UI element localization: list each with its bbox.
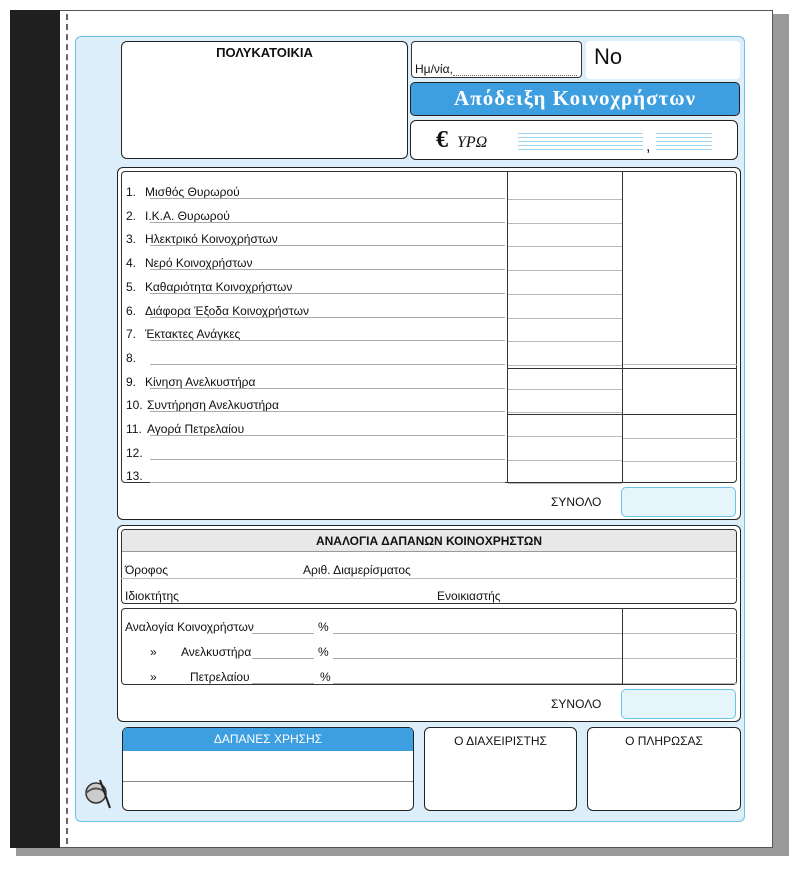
expense-item-line[interactable]	[150, 411, 505, 412]
share-label: Ανελκυστήρα	[181, 645, 252, 659]
expense-item-number: 6.	[126, 304, 137, 318]
expense-item-line[interactable]	[150, 435, 505, 436]
expense-item-line[interactable]	[150, 222, 505, 223]
ratio-total-label: ΣΥΝΟΛΟ	[551, 697, 602, 711]
manager-label: Ο ΔΙΑΧΕΙΡΙΣΤΗΣ	[454, 734, 547, 748]
amount-row-line	[508, 294, 622, 295]
expense-item-number: 11.	[126, 422, 142, 436]
share-label: Πετρελαίου	[190, 670, 250, 684]
expense-item-line[interactable]	[150, 269, 505, 270]
share-amount-row	[623, 658, 737, 659]
share-value-field[interactable]	[252, 658, 314, 659]
expense-item-label: Αγορά Πετρελαίου	[147, 422, 245, 436]
expense-item-number: 4.	[126, 256, 137, 270]
amount-row-line	[508, 436, 622, 437]
expense-item-line[interactable]	[150, 317, 505, 318]
amount-row-line	[508, 246, 622, 247]
amount-row-line	[508, 318, 622, 319]
expense-item-number: 12.	[126, 446, 143, 460]
info-row-line	[121, 578, 737, 579]
share-value-field[interactable]	[252, 633, 314, 634]
percent-sign: %	[318, 645, 329, 659]
expense-item-number: 13.	[126, 469, 143, 483]
amount-row-line	[508, 223, 622, 224]
expense-item-line[interactable]	[150, 245, 505, 246]
share-value-field[interactable]	[252, 683, 314, 684]
owner-label: Ιδιοκτήτης	[125, 589, 179, 603]
expense-item-label: Κίνηση Ανελκυστήρα	[145, 375, 256, 389]
expenses-total-field[interactable]	[621, 487, 736, 517]
amount-lines	[518, 130, 643, 152]
share-amount-line[interactable]	[333, 683, 622, 684]
publisher-logo	[80, 776, 114, 810]
expense-item-line[interactable]	[150, 388, 505, 389]
perforation-line	[66, 14, 68, 844]
expense-item-label: Διάφορα Έξοδα Κοινοχρήστων	[145, 304, 309, 318]
euro-word: ΥΡΩ	[457, 134, 488, 151]
column-divider	[622, 608, 623, 685]
amount-row-line	[508, 341, 622, 342]
ditto-mark: »	[150, 645, 157, 659]
percent-sign: %	[320, 670, 331, 684]
expense-item-label: Μισθός Θυρωρού	[145, 185, 240, 199]
date-dotted-line	[453, 75, 577, 76]
amount-row-line	[508, 412, 622, 413]
binding-spine	[10, 10, 60, 848]
usage-field-2[interactable]	[123, 782, 413, 810]
amount-row-line	[508, 199, 622, 200]
expense-item-number: 2.	[126, 209, 137, 223]
amount-row-line	[508, 483, 622, 484]
cents-lines	[656, 130, 712, 152]
expense-item-number: 10.	[126, 398, 143, 412]
title-banner	[410, 82, 740, 116]
expense-item-line[interactable]	[150, 482, 505, 483]
subtotal-row-line	[623, 438, 737, 439]
share-amount-row	[623, 633, 737, 634]
usage-field-1[interactable]	[123, 752, 413, 781]
expense-item-number: 1.	[126, 185, 137, 199]
ditto-mark: »	[150, 670, 157, 684]
share-label: Αναλογία Κοινοχρήστων	[125, 620, 254, 634]
number-label: Νο	[594, 44, 623, 69]
ratio-title: ΑΝΑΛΟΓΙΑ ΔΑΠΑΝΩΝ ΚΟΙΝΟΧΡΗΣΤΩΝ	[315, 534, 543, 548]
column-divider	[622, 171, 623, 483]
expense-item-line[interactable]	[150, 340, 505, 341]
tenant-label: Ενοικιαστής	[437, 589, 501, 603]
share-amount-line[interactable]	[333, 658, 622, 659]
group-divider	[508, 414, 737, 415]
ratio-title-bar	[122, 530, 736, 552]
share-amount-row	[623, 683, 737, 684]
expense-item-number: 7.	[126, 327, 137, 341]
expense-item-line[interactable]	[150, 459, 505, 460]
subtotal-row-line	[623, 364, 737, 365]
expense-item-label: Ηλεκτρικό Κοινοχρήστων	[145, 232, 278, 246]
expense-item-number: 8.	[126, 351, 137, 365]
expenses-total-label: ΣΥΝΟΛΟ	[551, 495, 602, 509]
payer-label: Ο ΠΛΗΡΩΣΑΣ	[625, 734, 703, 748]
amount-row-line	[508, 365, 622, 366]
amount-row-line	[508, 270, 622, 271]
expense-item-number: 3.	[126, 232, 137, 246]
amount-row-line	[508, 460, 622, 461]
date-label: Ημ/νία,	[415, 62, 453, 76]
decimal-separator: ,	[646, 138, 651, 155]
floor-label: Όροφος	[125, 563, 169, 577]
amount-row-line	[508, 389, 622, 390]
expense-item-label: Συντήρηση Ανελκυστήρα	[147, 398, 279, 412]
usage-title: ΔΑΠΑΝΕΣ ΧΡΗΣΗΣ	[213, 732, 323, 746]
expense-item-number: 5.	[126, 280, 137, 294]
title-text: Απόδειξη Κοινοχρήστων	[454, 86, 696, 110]
usage-title-bar	[123, 728, 413, 751]
expense-item-label: Καθαριότητα Κοινοχρήστων	[145, 280, 293, 294]
building-label: ΠΟΛΥΚΑΤΟΙΚΙΑ	[216, 45, 313, 60]
expense-item-line[interactable]	[150, 364, 505, 365]
percent-sign: %	[318, 620, 329, 634]
apartment-label: Αριθ. Διαμερίσματος	[303, 563, 411, 577]
expense-item-number: 9.	[126, 375, 137, 389]
euro-icon: €	[436, 127, 448, 153]
group-divider	[508, 368, 737, 369]
expense-item-label: Ι.Κ.Α. Θυρωρού	[145, 209, 230, 223]
expense-item-line[interactable]	[150, 293, 505, 294]
subtotal-row-line	[623, 461, 737, 462]
expense-item-label: Έκτακτες Ανάγκες	[145, 327, 241, 341]
ratio-total-field[interactable]	[621, 689, 736, 719]
share-amount-line[interactable]	[333, 633, 622, 634]
expense-item-label: Νερό Κοινοχρήστων	[145, 256, 253, 270]
expense-item-line[interactable]	[150, 198, 505, 199]
